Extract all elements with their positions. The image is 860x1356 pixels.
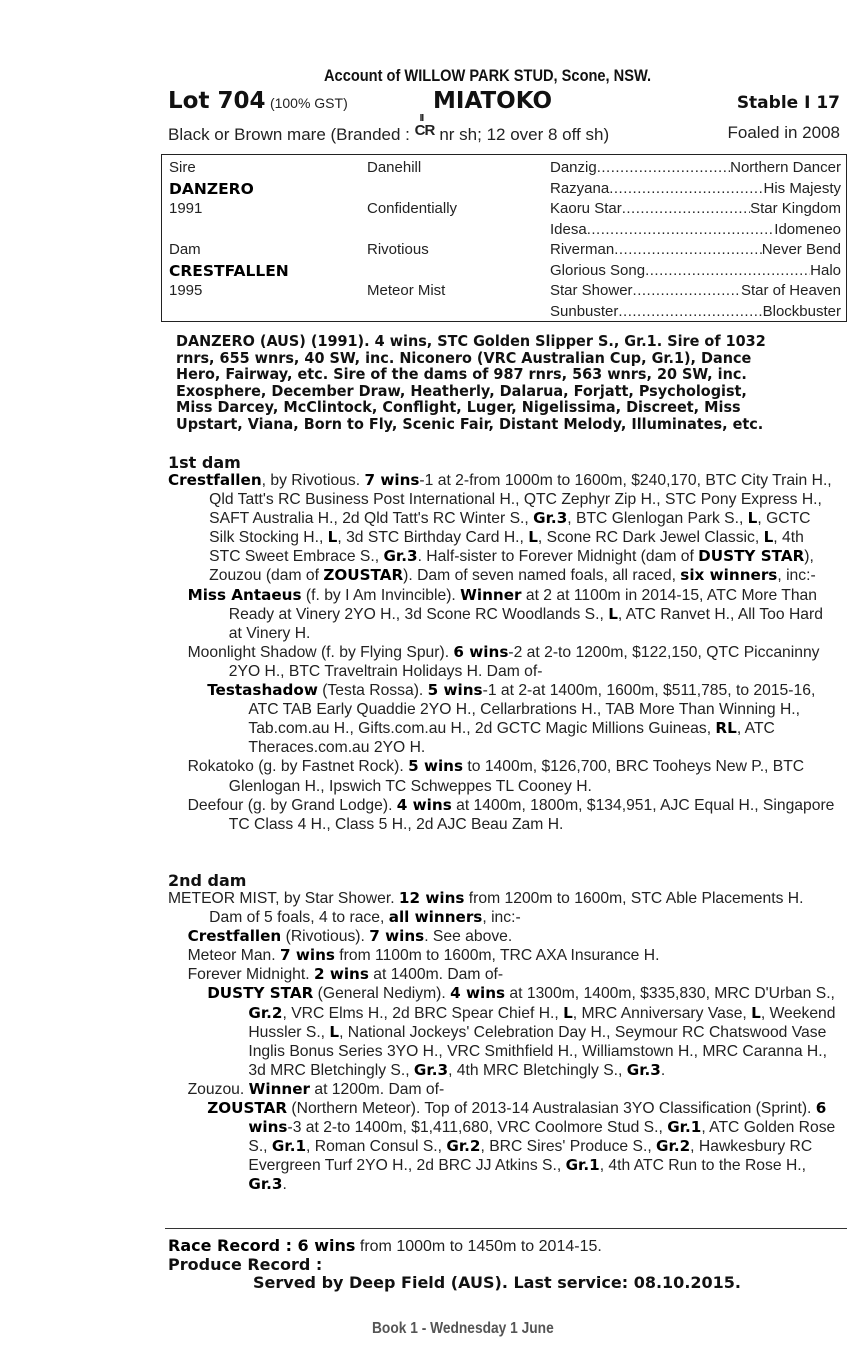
lot-number: [168, 88, 348, 114]
sire-year: 1991: [169, 200, 203, 217]
text: at 2 at 1100m in 2014-15, ATC More Than Ready at Vinery 2YO H., 3d Scone RC Woodlands S.,: [228, 586, 818, 623]
dam-sire: Rivotious: [367, 241, 429, 258]
pedigree-box: [161, 154, 847, 322]
text: , Hawkesbury RC Evergreen Turf 2YO H., 2d BRC JJ Atkins S.,: [248, 1138, 813, 1175]
text: .: [282, 1176, 287, 1194]
text: (f. by I Am Invincible).: [301, 586, 461, 604]
sire-dam: Confidentially: [367, 200, 458, 217]
text: at 1300m, 1400m, $335,830, MRC D'Urban S.,: [505, 985, 835, 1003]
dam-dam: Meteor Mist: [367, 282, 446, 299]
bold-text: 7 wins: [369, 927, 425, 946]
bold-text: Winner: [248, 1079, 311, 1098]
pedigree-row: [169, 302, 841, 323]
text: at 1200m. Dam of-: [310, 1080, 445, 1098]
sire-note-line: rnrs, 655 wnrs, 40 SW, inc. Niconero (VRC Australian Cup, Gr.1), Dance: [176, 348, 752, 367]
sire-note-line: Upstart, Viana, Born to Fly, Scenic Fair, Distant Melody, Illuminates, etc.: [176, 414, 764, 433]
bold-text: Gr.1: [667, 1118, 702, 1137]
bold-text: L: [763, 528, 774, 547]
pedigree-paragraph: [207, 984, 838, 1079]
bold-text: 4 wins: [396, 795, 452, 814]
pedigree-line: Star Shower ..... Star of Heaven: [550, 281, 841, 302]
text: , Scone RC Dark Jewel Classic,: [537, 529, 764, 547]
pedigree-line: Danzig ..... Northern Dancer: [550, 158, 841, 179]
bold-text: L: [608, 604, 618, 623]
pedigree-line: Sunbuster ..... Blockbuster: [550, 302, 841, 323]
text: Meteor Man.: [187, 947, 280, 965]
bold-text: 6 wins: [453, 642, 509, 661]
account-line: Account of WILLOW PARK STUD, Scone, NSW.: [324, 66, 652, 85]
pedigree-line: Glorious Song ..... Halo: [550, 261, 841, 282]
bold-text: six winners: [680, 566, 778, 585]
text: , inc:-: [482, 909, 521, 927]
sire-note-line: Hero, Fairway, etc. Sire of the dams of 987 rnrs, 563 wnrs, 20 SW, inc.: [176, 365, 747, 383]
pedigree-paragraph: [188, 1080, 839, 1099]
pedigree-row: [169, 179, 841, 200]
first-dam-heading: 1st dam: [168, 453, 241, 472]
text: from 1200m to 1600m, STC Able Placements H. Dam of 5 foals, 4 to race,: [209, 890, 804, 927]
text: Forever Midnight.: [187, 966, 314, 984]
text: .: [660, 1061, 666, 1079]
horse-name: MIATOKO: [433, 88, 553, 114]
lot-label: Lot 704: [168, 88, 266, 114]
sire-label: Sire: [169, 159, 196, 176]
served-by: Served by Deep Field (AUS). Last service: 08.10.2015.: [253, 1273, 741, 1292]
text: METEOR MIST, by Star Shower.: [168, 890, 399, 907]
gst-label: (100% GST): [269, 95, 348, 111]
brand-top: II: [419, 113, 424, 124]
bold-text: Gr.3: [383, 547, 418, 566]
text: , Weekend Hussler S.,: [248, 1004, 836, 1041]
bold-text: 6 wins: [248, 1099, 827, 1137]
bold-text: DUSTY STAR: [207, 984, 314, 1003]
bold-text: Gr.3: [533, 509, 568, 528]
pedigree-paragraph: [207, 1099, 838, 1194]
sire-notes: [176, 333, 841, 432]
text: , by Rivotious.: [261, 472, 365, 489]
text: , BTC Glenlogan Park S.,: [567, 510, 748, 528]
text: ). Dam of seven named foals, all raced,: [403, 567, 681, 585]
pedigree-row: [169, 261, 841, 282]
bold-text: L: [747, 509, 758, 528]
bold-text: L: [751, 1003, 761, 1022]
text: from 1100m to 1600m, TRC AXA Insurance H.: [334, 947, 660, 965]
pedigree-paragraph: [168, 889, 838, 927]
produce-record-label: Produce Record :: [168, 1255, 323, 1274]
bold-text: L: [329, 1022, 340, 1041]
pedigree-line: Razyana ..... His Majesty: [550, 179, 841, 200]
race-record-label: Race Record : 6 wins: [168, 1236, 356, 1255]
bold-text: 4 wins: [450, 984, 506, 1003]
text: , BRC Sires' Produce S.,: [480, 1138, 657, 1156]
pedigree-row: [169, 240, 841, 261]
pedigree-row: [169, 220, 841, 241]
text: . See above.: [424, 928, 513, 946]
text: , 4th STC Sweet Embrace S.,: [209, 529, 804, 566]
sire-note-line: DANZERO (AUS) (1991). 4 wins, STC Golden Slipper S., Gr.1. Sire of 1032: [176, 332, 766, 350]
pedigree-paragraph: [207, 681, 838, 757]
text: , GCTC Silk Stocking H.,: [209, 510, 811, 547]
bold-text: 7 wins: [279, 946, 335, 965]
text: -1 at 2-from 1000m to 1600m, $240,170, BTC City Train H., Qld Tatt's RC Business Post International H., QTC Zephyr Zip H., STC Pony Express H., SAFT Australia H., 2d Qld Tatt's RC Winter S.,: [209, 472, 832, 528]
foaled-year: Foaled in 2008: [727, 123, 840, 142]
pedigree-paragraph: [188, 796, 839, 834]
bold-text: RL: [715, 719, 737, 738]
text: -1 at 2-at 1400m, 1600m, $511,785, to 2015-16, ATC TAB Early Quaddie 2YO H., Cellarbrations H., TAB More Than Winning H., Tab.com.au H., Gifts.com.au H., 2d GCTC Magic Millions Guineas,: [248, 682, 816, 738]
text: Rokatoko (g. by Fastnet Rock).: [187, 758, 409, 776]
bold-text: 5 wins: [427, 681, 483, 700]
dam-year: 1995: [169, 282, 203, 299]
sire-note-line: Miss Darcey, McClintock, Conflight, Luger, Nigelissima, Discreet, Miss: [176, 398, 741, 416]
text: ), Zouzou (dam of: [209, 548, 814, 585]
bold-text: 12 wins: [398, 889, 465, 907]
bold-text: Miss Antaeus: [187, 585, 302, 604]
pedigree-row: [169, 158, 841, 179]
brand-bottom: CR: [414, 122, 435, 139]
bold-text: Gr.2: [446, 1137, 481, 1156]
bold-text: Gr.1: [565, 1156, 600, 1175]
bold-text: L: [327, 528, 338, 547]
bold-text: 2 wins: [313, 965, 369, 984]
pedigree-paragraph: [188, 965, 839, 984]
pedigree-paragraph: [168, 471, 838, 586]
dam-name: CRESTFALLEN: [169, 261, 289, 280]
pedigree-paragraph: [188, 946, 839, 965]
pedigree-paragraph: [188, 757, 839, 795]
bold-text: Gr.1: [271, 1137, 307, 1156]
bold-text: 7 wins: [364, 471, 420, 489]
bold-text: ZOUSTAR: [323, 566, 404, 585]
bold-text: L: [528, 528, 538, 547]
text: Moonlight Shadow (f. by Flying Spur).: [187, 643, 454, 661]
text: , ATC Ranvet H., All Too Hard at Vinery H.: [228, 605, 823, 642]
divider: [165, 1228, 847, 1229]
description-end: nr sh; 12 over 8 off sh): [434, 125, 610, 144]
pedigree-paragraph: [188, 927, 839, 946]
pedigree-line: Kaoru Star ..... Star Kingdom: [550, 199, 841, 220]
text: , ATC Golden Rose S.,: [248, 1119, 836, 1156]
bold-text: Gr.2: [656, 1137, 691, 1156]
text: (General Nediym).: [313, 985, 451, 1003]
bold-text: Gr.3: [413, 1060, 449, 1079]
text: , MRC Anniversary Vase,: [572, 1004, 752, 1022]
sire-name: DANZERO: [169, 179, 254, 198]
text: Zouzou.: [187, 1080, 249, 1098]
brand-mark: [414, 113, 435, 140]
pedigree-line: Riverman ..... Never Bend: [550, 240, 841, 261]
text: at 1400m. Dam of-: [368, 966, 504, 984]
footer: Book 1 - Wednesday 1 June: [372, 1320, 554, 1337]
text: . Half-sister to Forever Midnight (dam of: [417, 548, 699, 566]
pedigree-line: Idesa ..... Idomeneo: [550, 220, 841, 241]
text: , VRC Elms H., 2d BRC Spear Chief H.,: [282, 1004, 564, 1022]
second-dam-body: [168, 889, 838, 1195]
pedigree-row: [169, 281, 841, 302]
race-record-detail: from 1000m to 1450m to 2014-15.: [355, 1238, 602, 1255]
pedigree-paragraph: [188, 643, 839, 681]
text: (Rivotious).: [281, 928, 370, 946]
text: (Northern Meteor). Top of 2013-14 Australasian 3YO Classification (Sprint).: [287, 1100, 816, 1118]
text: Deefour (g. by Grand Lodge).: [187, 796, 397, 814]
sire-sire: Danehill: [367, 159, 422, 176]
bold-text: L: [563, 1003, 573, 1022]
first-dam-body: [168, 471, 838, 834]
text: , 3d STC Birthday Card H.,: [337, 529, 529, 547]
text: , inc:-: [777, 567, 816, 585]
race-record: [168, 1236, 602, 1256]
description-start: Black or Brown mare (Branded :: [168, 125, 415, 144]
pedigree-table: [169, 158, 841, 322]
text: , National Jockeys' Celebration Day H., Seymour RC Chatswood Vase Inglis Bonus Series 3YO H., VRC Smithfield H., Williamstown H., MRC Caranna H., 3d MRC Bletchingly S.,: [248, 1023, 827, 1079]
text: , 4th MRC Bletchingly S.,: [448, 1061, 627, 1079]
bold-text: DUSTY STAR: [698, 547, 805, 566]
sire-note-line: Exosphere, December Draw, Heatherly, Dalarua, Forjatt, Psychologist,: [176, 381, 747, 400]
bold-text: Winner: [460, 585, 522, 604]
bold-text: Gr.2: [248, 1003, 283, 1022]
pedigree-row: [169, 199, 841, 220]
text: , 4th ATC Run to the Rose H.,: [599, 1157, 806, 1175]
text: at 1400m, 1800m, $134,951, AJC Equal H., Singapore TC Class 4 H., Class 5 H., 2d AJC Beau Zam H.: [228, 796, 835, 833]
dam-label: Dam: [169, 241, 201, 258]
text: (Testa Rossa).: [317, 682, 428, 700]
bold-text: 5 wins: [408, 757, 464, 776]
text: to 1400m, $126,700, BRC Tooheys New P., BTC Glenlogan H., Ipswich TC Schweppes TL Cooney H.: [228, 758, 805, 795]
bold-text: Gr.3: [248, 1175, 283, 1194]
horse-description: [168, 113, 610, 145]
bold-text: Crestfallen: [168, 471, 262, 489]
text: -3 at 2-to 1400m, $1,411,680, VRC Coolmore Stud S.,: [287, 1119, 668, 1137]
pedigree-paragraph: [188, 586, 839, 643]
stable-label: Stable I 17: [736, 93, 840, 113]
second-dam-heading: 2nd dam: [168, 871, 247, 890]
bold-text: ZOUSTAR: [207, 1099, 288, 1118]
bold-text: Gr.3: [626, 1060, 661, 1079]
text: , Roman Consul S.,: [306, 1138, 447, 1156]
text: -2 at 2-to 1200m, $122,150, QTC Piccaninny 2YO H., BTC Traveltrain Holidays H. Dam of-: [228, 643, 820, 680]
bold-text: all winners: [388, 908, 483, 927]
text: , ATC Theraces.com.au 2YO H.: [248, 720, 775, 757]
bold-text: Crestfallen: [187, 927, 282, 946]
bold-text: Testashadow: [207, 681, 318, 700]
